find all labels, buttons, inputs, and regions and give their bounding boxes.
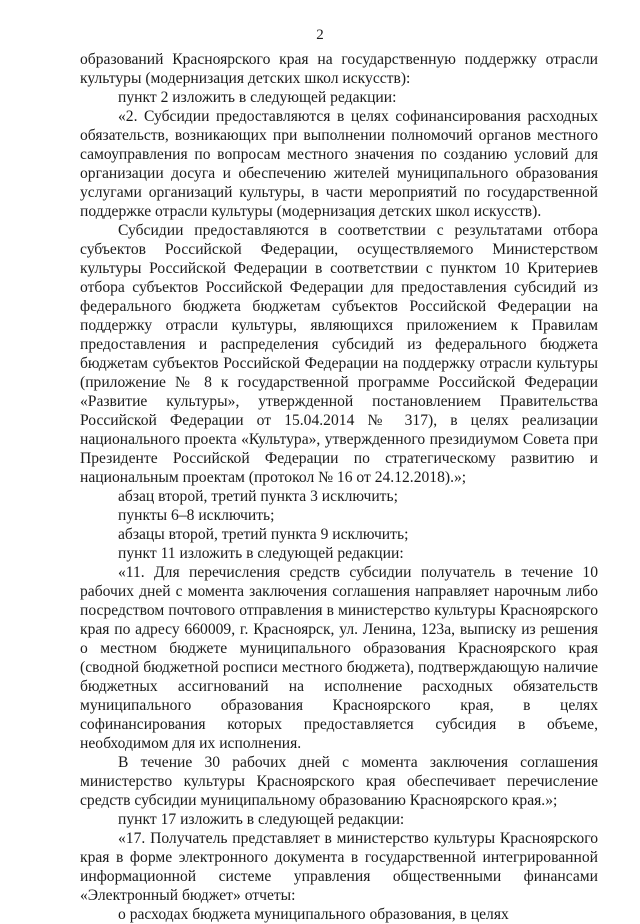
paragraph-item-2-instruction: пункт 2 изложить в следующей редакции: xyxy=(118,89,397,106)
paragraph-intro-continuation: образований Красноярского края на государственную поддержку отрасли культуры (модернизация детских школ искусств): xyxy=(80,51,598,87)
paragraph-item-3-exclusion: абзац второй, третий пункта 3 исключить; xyxy=(118,488,398,505)
paragraph-reports-expenses: о расходах бюджета муниципального образования, в целях xyxy=(118,906,509,923)
paragraph-subsidy-selection: Субсидии предоставляются в соответствии с результатами отбора субъектов Российской Федерации, осуществляемого Министерством культуры Российской Федерации в соответствии с пунктом 10 Критериев отбора субъектов Российской Федерации для предоставления субсидий из федерального бюджета бюджетам субъектов Российской Федерации на поддержку отрасли культуры, являющихся приложением к Правилам предоставления и распределения субсидий из федерального бюджета бюджетам субъектов Российской Федерации на поддержку отрасли культуры (приложение № 8 к государственной программе Российской Федерации «Развитие культуры», утвержденной постановлением Правительства Российской Федерации от 15.04.2014 № 317), в целях реализации национального проекта «Культура», утвержденного президиумом Совета при Президенте Российской Федерации по стратегическому развитию и национальным проектам (протокол № 16 от 24.12.2018).»; xyxy=(80,222,598,486)
paragraph-item-17-instruction: пункт 17 изложить в следующей редакции: xyxy=(118,811,405,828)
paragraph-item-9-exclusion: абзацы второй, третий пункта 9 исключить; xyxy=(118,526,409,543)
paragraph-item-2-text: «2. Субсидии предоставляются в целях софинансирования расходных обязательств, возникающих при выполнении полномочий органов местного самоуправления по вопросам местного значения по созданию условий для организации досуга и обеспечению жителей муниципального образования услугами организаций культуры, в части мероприятий по государственной поддержке отрасли культуры (модернизация детских школ искусств). xyxy=(80,108,598,220)
document-body xyxy=(80,50,598,924)
paragraph-item-11-instruction: пункт 11 изложить в следующей редакции: xyxy=(118,545,404,562)
paragraph-item-17-text: «17. Получатель представляет в министерство культуры Красноярского края в форме электронного документа в государственной интегрированной информационной системе управления общественными финансами «Электронный бюджет» отчеты: xyxy=(80,830,598,904)
paragraph-item-11-text: «11. Для перечисления средств субсидии получатель в течение 10 рабочих дней с момента заключения соглашения направляет нарочным либо посредством почтового отправления в министерство культуры Красноярского края по адресу 660009, г. Красноярск, ул. Ленина, 123а, выписку из решения о местном бюджете муниципального образования Красноярского края (сводной бюджетной росписи местного бюджета), подтверждающую наличие бюджетных ассигнований на исполнение расходных обязательств муниципального образования Красноярского края, в целях софинансирования которых предоставляется субсидия в объеме, необходимом для их исполнения. xyxy=(80,564,598,752)
page-number: 2 xyxy=(316,27,324,43)
paragraph-items-6-8-exclusion: пункты 6–8 исключить; xyxy=(118,507,275,524)
paragraph-transfer-deadline: В течение 30 рабочих дней с момента заключения соглашения министерство культуры Красноярского края обеспечивает перечисление средств субсидии муниципальному образованию Красноярского края.»; xyxy=(80,754,598,809)
